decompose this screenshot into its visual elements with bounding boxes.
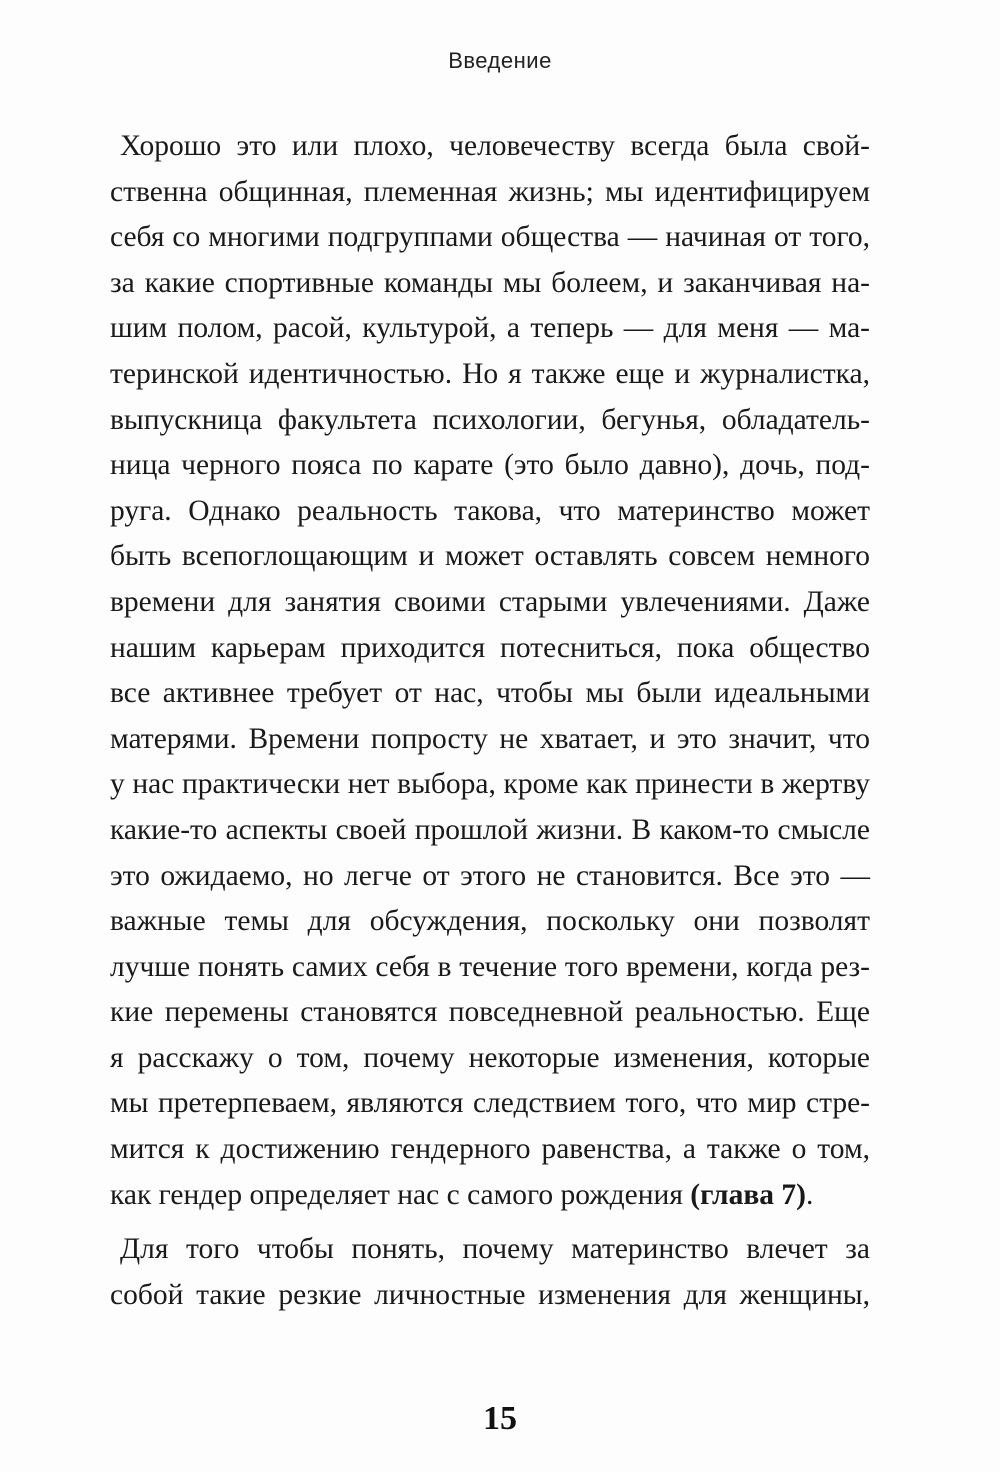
text-line: нашим карьерам приходится потесниться, пока общество: [110, 631, 870, 664]
chapter-reference: (глава 7): [690, 1178, 806, 1211]
page-number: 15: [483, 1400, 517, 1437]
text-line: все активнее требует от нас, чтобы мы были идеальными: [110, 677, 870, 710]
text-line: мится к достижению гендерного равенства, а также о том,: [110, 1133, 870, 1166]
paragraph-1: [110, 124, 870, 1218]
running-head: Введение: [448, 48, 552, 73]
text-line: матерями. Времени попросту не хватает, и это значит, что: [110, 722, 870, 755]
text-line: собой такие резкие личностные изменения для женщины,: [110, 1278, 870, 1311]
text-line: важные темы для обсуждения, поскольку они позволят: [110, 905, 870, 938]
paragraph-2: [110, 1227, 870, 1318]
text-line: какие-то аспекты своей прошлой жизни. В каком-то смысле: [110, 813, 870, 846]
text-line: это ожидаемо, но легче от этого не становится. Все это —: [110, 859, 870, 892]
body-text: [110, 124, 870, 1318]
text-line: мы претерпеваем, являются следствием того, что мир стре-: [110, 1087, 870, 1120]
text-line: руга. Однако реальность такова, что материнство может: [110, 494, 870, 527]
text-line: выпускница факультета психологии, бегунья, обладатель-: [110, 403, 870, 436]
text-line: времени для занятия своими старыми увлечениями. Даже: [110, 585, 870, 618]
text-line: себя со многими подгруппами общества — начиная от того,: [110, 221, 870, 254]
text-line: у нас практически нет выбора, кроме как принести в жертву: [110, 768, 870, 801]
text-line: Хорошо это или плохо, человечеству всегда была свой-: [120, 130, 870, 162]
text-fragment: .: [805, 1178, 814, 1211]
text-line-last: [110, 1173, 870, 1219]
text-line: лучше понять самих себя в течение того времени, когда рез-: [110, 950, 870, 983]
text-line: кие перемены становятся повседневной реальностью. Еще: [110, 996, 870, 1029]
text-line: за какие спортивные команды мы болеем, и заканчивая на-: [110, 266, 870, 299]
text-fragment: как гендер определяет нас с самого рождения: [110, 1178, 691, 1211]
text-line: Для того чтобы понять, почему материнство влечет за: [120, 1233, 870, 1266]
text-line: ница черного пояса по карате (это было давно), дочь, под-: [110, 449, 870, 482]
text-line: я расскажу о том, почему некоторые изменения, которые: [110, 1041, 870, 1074]
text-line: ственна общинная, племенная жизнь; мы идентифицируем: [110, 175, 870, 208]
text-line: шим полом, расой, культурой, а теперь — для меня — ма-: [110, 312, 870, 345]
text-line: быть всепоглощающим и может оставлять совсем немного: [110, 540, 870, 573]
text-line: теринской идентичностью. Но я также еще и журналистка,: [110, 357, 870, 390]
